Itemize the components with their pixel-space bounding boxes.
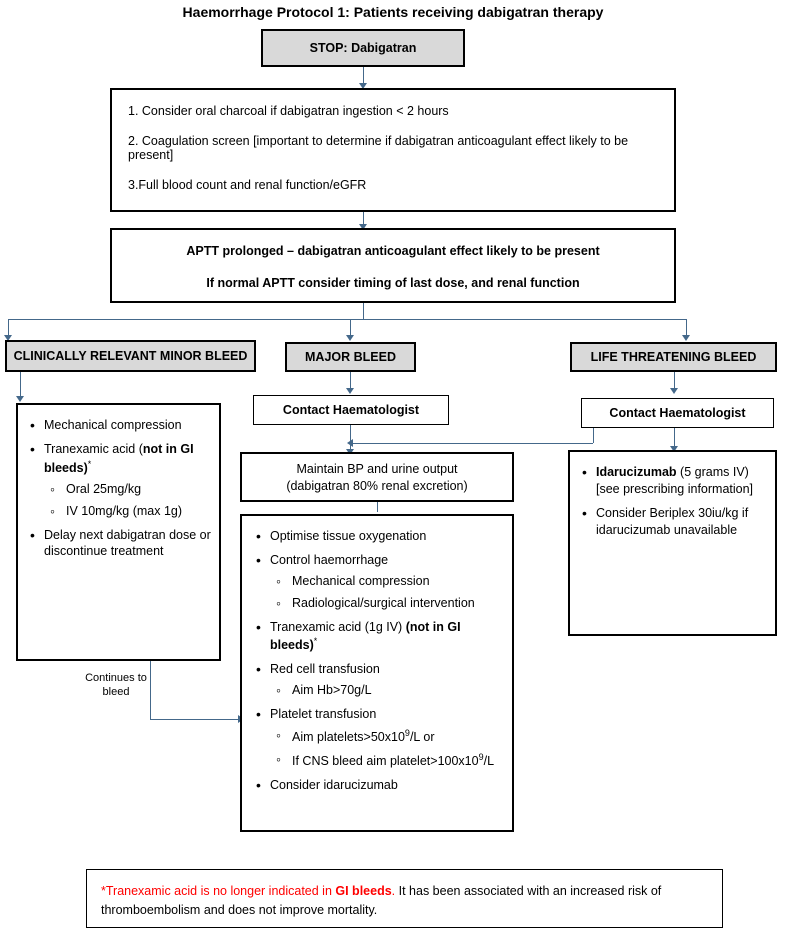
arrowhead-major-to-haem bbox=[346, 388, 354, 394]
arrowhead-branch-life bbox=[682, 335, 690, 341]
major-action-red-cell-transfusion: • Red cell transfusion ◦ Aim Hb>70g/L bbox=[250, 661, 504, 699]
connector-aptt-stem bbox=[363, 303, 364, 319]
connector-maintain-to-actions bbox=[377, 502, 378, 512]
contact-haematologist-major-label: Contact Haematologist bbox=[282, 403, 420, 417]
initial-steps-box bbox=[110, 88, 676, 212]
minor-actions-list bbox=[24, 417, 213, 560]
aptt-line-1: APTT prolonged – dabigatran anticoagulant effect likely to be present bbox=[186, 244, 600, 258]
maintain-bp-line-2: (dabigatran 80% renal excretion) bbox=[286, 478, 468, 493]
major-action-aim-hb: ◦ Aim Hb>70g/L bbox=[270, 682, 504, 699]
major-actions-box bbox=[240, 514, 514, 832]
contact-haematologist-major-box bbox=[253, 395, 449, 425]
footnote-text bbox=[101, 882, 708, 920]
connector-continues-right bbox=[150, 719, 240, 720]
major-bleed-box bbox=[285, 342, 416, 372]
minor-action-tranexamic-sublist bbox=[44, 481, 213, 520]
connector-minor-to-actions bbox=[20, 372, 21, 398]
major-action-platelet-transfusion: • Platelet transfusion ◦ Aim $platelets>50x10^9/L$ or ◦ If CNS bleed aim $platelet>100x10^9/L$ bbox=[250, 706, 504, 770]
maintain-bp-line-1: Maintain BP and urine output bbox=[296, 461, 458, 476]
connector-haem-life-down bbox=[593, 428, 594, 443]
minor-action-delay-dose: • Delay next dabigatran dose or discontinue treatment bbox=[24, 527, 213, 561]
stop-dabigatran-box bbox=[261, 29, 465, 67]
footnote-black-part: It has been associated with an increased risk of thromboembolism and does not improve mortality. bbox=[101, 884, 662, 917]
page-title: Haemorrhage Protocol 1: Patients receiving dabigatran therapy bbox=[182, 4, 604, 20]
arrowhead-minor-to-actions bbox=[16, 396, 24, 402]
footnote-red-part: *Tranexamic acid is no longer indicated in GI bleeds. bbox=[101, 884, 396, 898]
contact-haematologist-life-label: Contact Haematologist bbox=[609, 406, 746, 420]
major-action-control-sublist bbox=[270, 573, 504, 612]
major-action-oxygenation: • Optimise tissue oxygenation bbox=[250, 528, 504, 545]
minor-action-tranexamic-oral: ◦ Oral 25mg/kg bbox=[44, 481, 213, 498]
initial-step-3: 3.Full blood count and renal function/eGFR bbox=[128, 178, 367, 192]
connector-minor-continues-down bbox=[150, 661, 151, 719]
major-action-mechanical-compression: ◦ Mechanical compression bbox=[270, 573, 504, 590]
life-threatening-bleed-box bbox=[570, 342, 777, 372]
minor-action-tranexamic-iv: ◦ IV 10mg/kg (max 1g) bbox=[44, 503, 213, 520]
major-action-control-haemorrhage: • Control haemorrhage ◦ Mechanical compression ◦ Radiological/surgical intervention bbox=[250, 552, 504, 612]
aptt-line-2: If normal APTT consider timing of last dose, and renal function bbox=[206, 276, 580, 290]
maintain-bp-box bbox=[240, 452, 514, 502]
aptt-box bbox=[110, 228, 676, 303]
continues-to-bleed-label: Continues to bleed bbox=[85, 672, 147, 698]
minor-bleed-label: CLINICALLY RELEVANT MINOR BLEED bbox=[13, 349, 248, 363]
major-action-aim-platelets: ◦ Aim $platelets>50x10^9/L$ or bbox=[270, 727, 504, 746]
major-action-cns-platelets: ◦ If CNS bleed aim $platelet>100x10^9/L$ bbox=[270, 751, 504, 770]
minor-bleed-box bbox=[5, 340, 256, 372]
contact-haematologist-life-box bbox=[581, 398, 774, 428]
major-action-consider-idarucizumab: • Consider idarucizumab bbox=[250, 777, 504, 794]
initial-step-1: 1. Consider oral charcoal if dabigatran ingestion < 2 hours bbox=[128, 104, 449, 118]
life-action-beriplex: • Consider Beriplex 30iu/kg if idarucizumab unavailable bbox=[576, 505, 769, 539]
major-action-tranexamic-acid: • Tranexamic acid (1g IV) (not in GI bleeds)* bbox=[250, 619, 504, 655]
life-threatening-bleed-label: LIFE THREATENING BLEED bbox=[590, 350, 757, 364]
connector-branch-bar bbox=[8, 319, 686, 320]
major-actions-list bbox=[250, 528, 504, 794]
initial-step-2: 2. Coagulation screen [important to determine if dabigatran anticoagulant effect likely to be present] bbox=[128, 134, 629, 162]
life-actions-box bbox=[568, 450, 777, 636]
minor-actions-box bbox=[16, 403, 221, 661]
life-actions-list bbox=[576, 464, 769, 539]
minor-action-mechanical-compression: • Mechanical compression bbox=[24, 417, 213, 434]
footnote-box bbox=[86, 869, 723, 928]
connector-maintain-join bbox=[350, 443, 593, 444]
arrowhead-branch-major bbox=[346, 335, 354, 341]
major-action-red-cell-sublist bbox=[270, 682, 504, 699]
major-bleed-label: MAJOR BLEED bbox=[305, 350, 396, 364]
major-action-radiological-surgical: ◦ Radiological/surgical intervention bbox=[270, 595, 504, 612]
life-action-idarucizumab: • Idarucizumab (5 grams IV) [see prescribing information] bbox=[576, 464, 769, 498]
major-action-platelet-sublist bbox=[270, 727, 504, 770]
arrowhead-life-to-haem bbox=[670, 388, 678, 394]
minor-action-tranexamic-acid: • Tranexamic acid (not in GI bleeds)* ◦ Oral 25mg/kg ◦ IV 10mg/kg (max 1g) bbox=[24, 441, 213, 520]
stop-dabigatran-label: STOP: Dabigatran bbox=[309, 41, 417, 55]
